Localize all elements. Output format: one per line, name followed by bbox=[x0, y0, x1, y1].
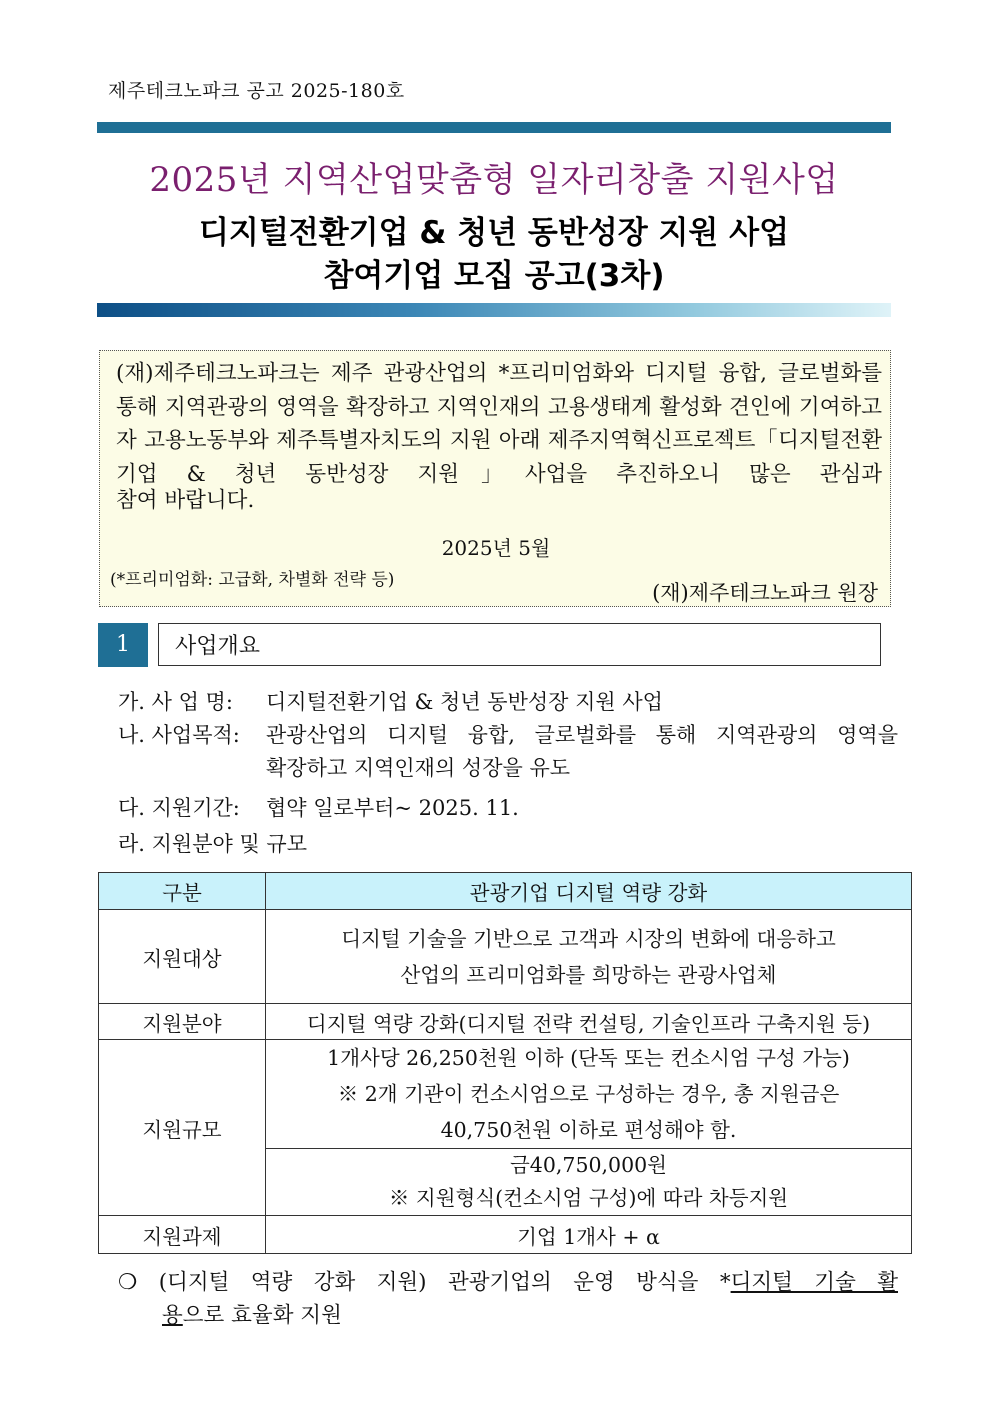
row-label: 지원규모 bbox=[99, 1040, 266, 1216]
row-value bbox=[266, 1149, 912, 1216]
intro-body: (재)제주테크노파크는 제주 관광산업의 *프리미엄화와 디지털 융합, 글로벌화를 통해 지역관광의 영역을 확장하고 지역인재의 고용생태계 활성화 견인에 기여하고자 고용노동부와 제주특별자치도의 지원 아래 제주지역혁신프로젝트「디지털전환기업 & 청년 동반성장 지원」사업을 추진하오니 많은 관심과 bbox=[116, 361, 882, 487]
top-divider-bar bbox=[97, 122, 891, 133]
item-label: 나. 사업목적: bbox=[118, 723, 240, 747]
section-title-box bbox=[158, 623, 881, 666]
table-header-row bbox=[99, 873, 912, 910]
scale-line3: 40,750천원 이하로 편성해야 함. bbox=[440, 1118, 737, 1142]
program-subtitle: 2025년 지역산업맞춤형 일자리창출 지원사업 bbox=[149, 160, 839, 200]
table-row-task bbox=[99, 1216, 912, 1254]
scale-total-line1: 금40,750,000원 bbox=[510, 1153, 667, 1177]
bullet-underlined-text: 디지털 기술 활 bbox=[730, 1270, 898, 1295]
bullet-underlined-text: 용 bbox=[162, 1303, 183, 1328]
section-title: 사업개요 bbox=[175, 634, 261, 659]
scale-total-line2: ※ 지원형식(컨소시엄 구성)에 따라 차등지원 bbox=[388, 1186, 789, 1210]
intro-box bbox=[99, 350, 891, 607]
intro-signature: (재)제주테크노파크 원장 bbox=[652, 581, 878, 605]
item-value: 관광산업의 디지털 융합, 글로벌화를 통해 지역관광의 영역을 bbox=[266, 723, 899, 747]
row-value: 디지털 역량 강화(디지털 전략 컨설팅, 기술인프라 구축지원 등) bbox=[266, 1004, 912, 1040]
scale-line2: ※ 2개 기관이 컨소시엄으로 구성하는 경우, 총 지원금은 bbox=[337, 1082, 840, 1106]
intro-date: 2025년 5월 bbox=[441, 536, 551, 560]
bullet-circle-icon: ❍ bbox=[118, 1270, 138, 1295]
table-row-scale bbox=[99, 1040, 912, 1149]
bullet-text: (디지털 역량 강화 지원) 관광기업의 운영 방식을 * bbox=[158, 1270, 731, 1295]
table-row-target bbox=[99, 910, 912, 1004]
header-cell-program: 관광기업 디지털 역량 강화 bbox=[266, 873, 912, 910]
row-label: 지원대상 bbox=[99, 910, 266, 1004]
item-label: 가. 사 업 명: bbox=[118, 690, 233, 714]
notice-number: 제주테크노파크 공고 2025-180호 bbox=[108, 80, 405, 102]
item-value: 디지털전환기업 & 청년 동반성장 지원 사업 bbox=[266, 690, 663, 714]
target-line1: 디지털 기술을 기반으로 고객과 시장의 변화에 대응하고 bbox=[341, 926, 836, 951]
gradient-divider-bar bbox=[97, 303, 891, 317]
notice-title-line2: 참여기업 모집 공고(3차) bbox=[323, 258, 665, 294]
table-row-field bbox=[99, 1004, 912, 1040]
row-value: 기업 1개사 + α bbox=[266, 1216, 912, 1254]
target-line2: 산업의 프리미엄화를 희망하는 관광사업체 bbox=[400, 962, 777, 987]
overview-item-purpose-cont: 확장하고 지역인재의 성장을 유도 bbox=[266, 756, 571, 780]
row-value bbox=[266, 1040, 912, 1149]
item-label: 라. 지원분야 및 규모 bbox=[118, 832, 307, 856]
row-label: 지원분야 bbox=[99, 1004, 266, 1040]
intro-body-last-line: 참여 바랍니다. bbox=[116, 488, 255, 513]
support-table bbox=[98, 872, 912, 1254]
item-label: 다. 지원기간: bbox=[118, 796, 240, 820]
notice-title-line1: 디지털전환기업 & 청년 동반성장 지원 사업 bbox=[198, 215, 790, 251]
header-cell-category: 구분 bbox=[99, 873, 266, 910]
item-value: 협약 일로부터~ 2025. 11. bbox=[266, 796, 519, 820]
row-value bbox=[266, 910, 912, 1004]
bullet-line2 bbox=[162, 1299, 342, 1333]
section-number-badge: 1 bbox=[98, 623, 148, 667]
bullet-text: 으로 효율화 지원 bbox=[182, 1303, 342, 1328]
intro-footnote: (*프리미엄화: 고급화, 차별화 전략 등) bbox=[110, 570, 395, 590]
bullet-line1 bbox=[118, 1266, 898, 1300]
scale-line1: 1개사당 26,250천원 이하 (단독 또는 컨소시엄 구성 가능) bbox=[327, 1046, 850, 1070]
row-label: 지원과제 bbox=[99, 1216, 266, 1254]
